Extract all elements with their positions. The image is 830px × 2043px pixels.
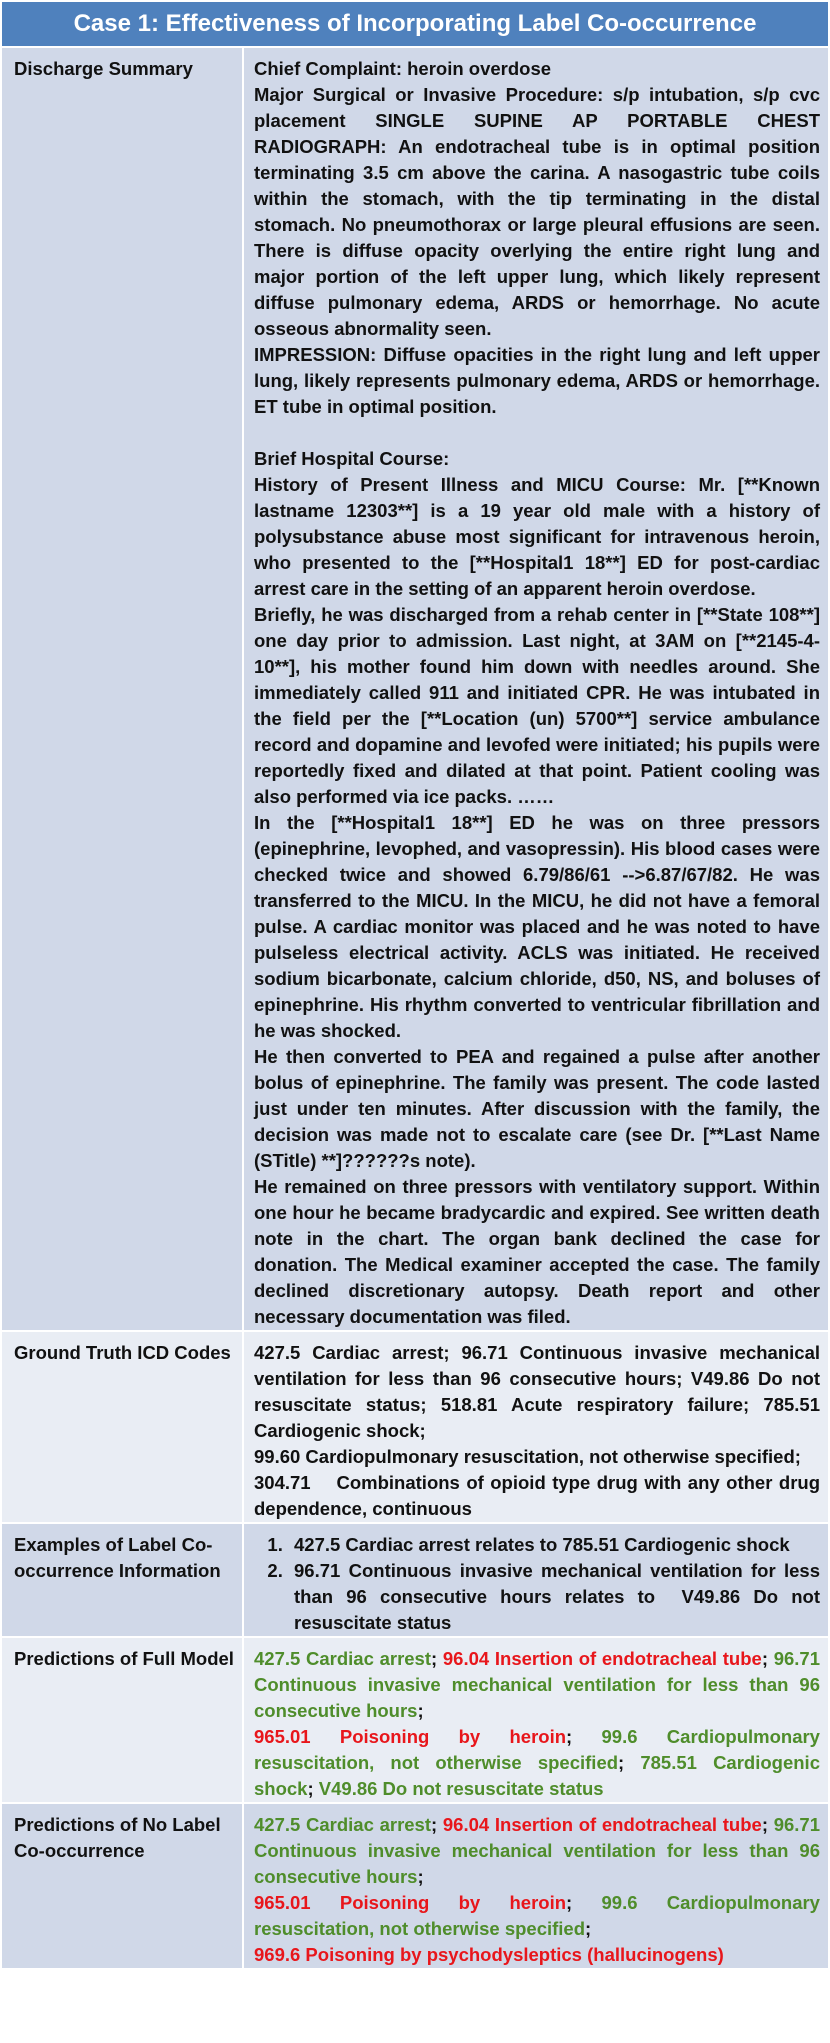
ground-truth-label: Ground Truth ICD Codes — [1, 1331, 243, 1523]
separator: ; — [417, 1700, 424, 1721]
expiration-paragraph: He remained on three pressors with ventilatory support. Within one hour he became bradycardic and expired. See written death note in the chart. The organ bank declined the case for donation. The Medical examiner accepted the case. The family declined discretionary autopsy. Death report and other necessary documentation was filed. — [254, 1176, 820, 1327]
hpi-micu-course-text: History of Present Illness and MICU Course: Mr. [**Known lastname 12303**] is a 19 year old male with a history of polysubstance abuse most significant for intravenous heroin, who presented to the [**Hospital1 18**] ED for post-cardiac arrest care in the setting of an apparent heroin overdose. — [254, 474, 820, 599]
examples-list — [254, 1532, 826, 1636]
ground-truth-content — [243, 1331, 829, 1523]
correct-prediction: 99.6 Cardiopulmonary resuscitation, not otherwise specified — [254, 1892, 820, 1939]
correct-prediction: 99.6 Cardiopulmonary resuscitation, not otherwise specified — [254, 1726, 820, 1773]
ground-truth-codes-line-2: 99.60 Cardiopulmonary resuscitation, not otherwise specified; — [254, 1446, 801, 1467]
incorrect-prediction: 965.01 Poisoning by heroin — [254, 1892, 567, 1913]
ed-micu-paragraph: In the [**Hospital1 18**] ED he was on three pressors (epinephrine, levophed, and vasopressin). His blood cases were checked twice and showed 6.79/86/61 -->6.87/67/82. He was transferred to the MICU. In the MICU, he did not have a femoral pulse. A cardiac monitor was placed and he was noted to have pulseless electrical activity. ACLS was initiated. He received sodium bicarbonate, calcium chloride, d50, NS, and boluses of epinephrine. His rhythm converted to ventricular fibrillation and he was shocked. — [254, 812, 820, 1041]
briefly-paragraph: Briefly, he was discharged from a rehab center in [**State 108**] one day prior to admission. Last night, at 3AM on [**2145-4-10**], his mother found him down with needles around. She immediately called 911 and initiated CPR. He was intubated in the field per the [**Location (un) 5700**] service ambulance record and dopamine and levofed were initiated; his pupils were reportedly fixed and dilated at that point. Patient cooling was also performed via ice packs. …… — [254, 604, 820, 807]
correct-prediction: 96.71 Continuous invasive mechanical ventilation for less than 96 consecutive hours — [254, 1648, 820, 1721]
no-cooccurrence-predictions-p2 — [254, 1890, 820, 1942]
procedure-radiograph-text: Major Surgical or Invasive Procedure: s/p intubation, s/p cvc placement SINGLE SUPINE AP PORTABLE CHEST RADIOGRAPH: An endotracheal tube is in optimal position terminating 3.5 cm above the carina. A nasogastric tube coils within the stomach, with the tip terminating in the distal stomach. No pneumothorax or large pleural effusions are seen. There is diffuse opacity overlying the entire right lung and major portion of the left upper lung, which likely represent diffuse pulmonary edema, ARDS or hemorrhage. No acute osseous abnormality seen. — [254, 84, 820, 339]
discharge-summary-row — [1, 47, 829, 1331]
separator: ; — [585, 1918, 592, 1939]
separator: ; — [761, 1648, 774, 1669]
separator: ; — [431, 1814, 443, 1835]
correct-prediction: 96.71 Continuous invasive mechanical ventilation for less than 96 consecutive hours — [254, 1814, 820, 1887]
example-item: 2. 96.71 Continuous invasive mechanical ventilation for less than 96 consecutive hours relates to V49.86 Do not resuscitate status — [288, 1558, 820, 1636]
no-cooccurrence-label: Predictions of No Label Co-occurrence — [1, 1803, 243, 1969]
incorrect-prediction: 965.01 Poisoning by heroin — [254, 1726, 567, 1747]
chief-complaint: Chief Complaint: heroin overdose — [254, 58, 552, 79]
examples-label: Examples of Label Co-occurrence Information — [1, 1523, 243, 1637]
full-model-predictions-p2 — [254, 1724, 820, 1802]
separator: ; — [618, 1752, 641, 1773]
paragraph-spacer — [254, 420, 820, 446]
separator: ; — [566, 1726, 602, 1747]
no-cooccurrence-predictions-p1 — [254, 1812, 820, 1890]
impression-text: IMPRESSION: Diffuse opacities in the right lung and left upper lung, likely represents pulmonary edema, ARDS or hemorrhage. ET tube in optimal position. — [254, 344, 820, 417]
correct-prediction: 427.5 Cardiac arrest — [254, 1648, 432, 1669]
pea-paragraph: He then converted to PEA and regained a pulse after another bolus of epinephrine. The family was present. The code lasted just under ten minutes. After discussion with the family, the decision was made not to escalate care (see Dr. [**Last Name (STitle) **]??????s note). — [254, 1046, 820, 1171]
correct-prediction: 427.5 Cardiac arrest — [254, 1814, 432, 1835]
correct-prediction: 785.51 Cardiogenic shock — [254, 1752, 820, 1799]
case-title: Case 1: Effectiveness of Incorporating Label Co-occurrence — [1, 1, 829, 47]
examples-content — [243, 1523, 829, 1637]
separator: ; — [307, 1778, 319, 1799]
full-model-label: Predictions of Full Model — [1, 1637, 243, 1803]
full-model-row — [1, 1637, 829, 1803]
discharge-summary-content — [243, 47, 829, 1331]
example-item: 1. 427.5 Cardiac arrest relates to 785.51 Cardiogenic shock — [288, 1532, 820, 1558]
no-cooccurrence-row — [1, 1803, 829, 1969]
separator: ; — [431, 1648, 443, 1669]
full-model-content — [243, 1637, 829, 1803]
title-row — [1, 1, 829, 47]
incorrect-prediction: 96.04 Insertion of endotracheal tube — [442, 1814, 762, 1835]
separator: ; — [417, 1866, 424, 1887]
incorrect-prediction: 96.04 Insertion of endotracheal tube — [442, 1648, 762, 1669]
separator: ; — [566, 1892, 602, 1913]
correct-prediction: V49.86 Do not resuscitate status — [318, 1778, 604, 1799]
ground-truth-codes-line-3: 304.71 Combinations of opioid type drug with any other drug dependence, continuous — [254, 1472, 826, 1519]
ground-truth-row — [1, 1331, 829, 1523]
incorrect-prediction: 969.6 Poisoning by psychodysleptics (hallucinogens) — [254, 1944, 724, 1965]
full-model-predictions-p1 — [254, 1646, 820, 1724]
no-cooccurrence-predictions-p3 — [254, 1942, 820, 1968]
no-cooccurrence-content — [243, 1803, 829, 1969]
discharge-summary-label: Discharge Summary — [1, 47, 243, 1331]
separator: ; — [761, 1814, 774, 1835]
ground-truth-codes-line-1: 427.5 Cardiac arrest; 96.71 Continuous invasive mechanical ventilation for less than 96 consecutive hours; V49.86 Do not resuscitate status; 518.81 Acute respiratory failure; 785.51 Cardiogenic shock; — [254, 1342, 820, 1441]
brief-hospital-course-heading: Brief Hospital Course: — [254, 448, 450, 469]
examples-row — [1, 1523, 829, 1637]
